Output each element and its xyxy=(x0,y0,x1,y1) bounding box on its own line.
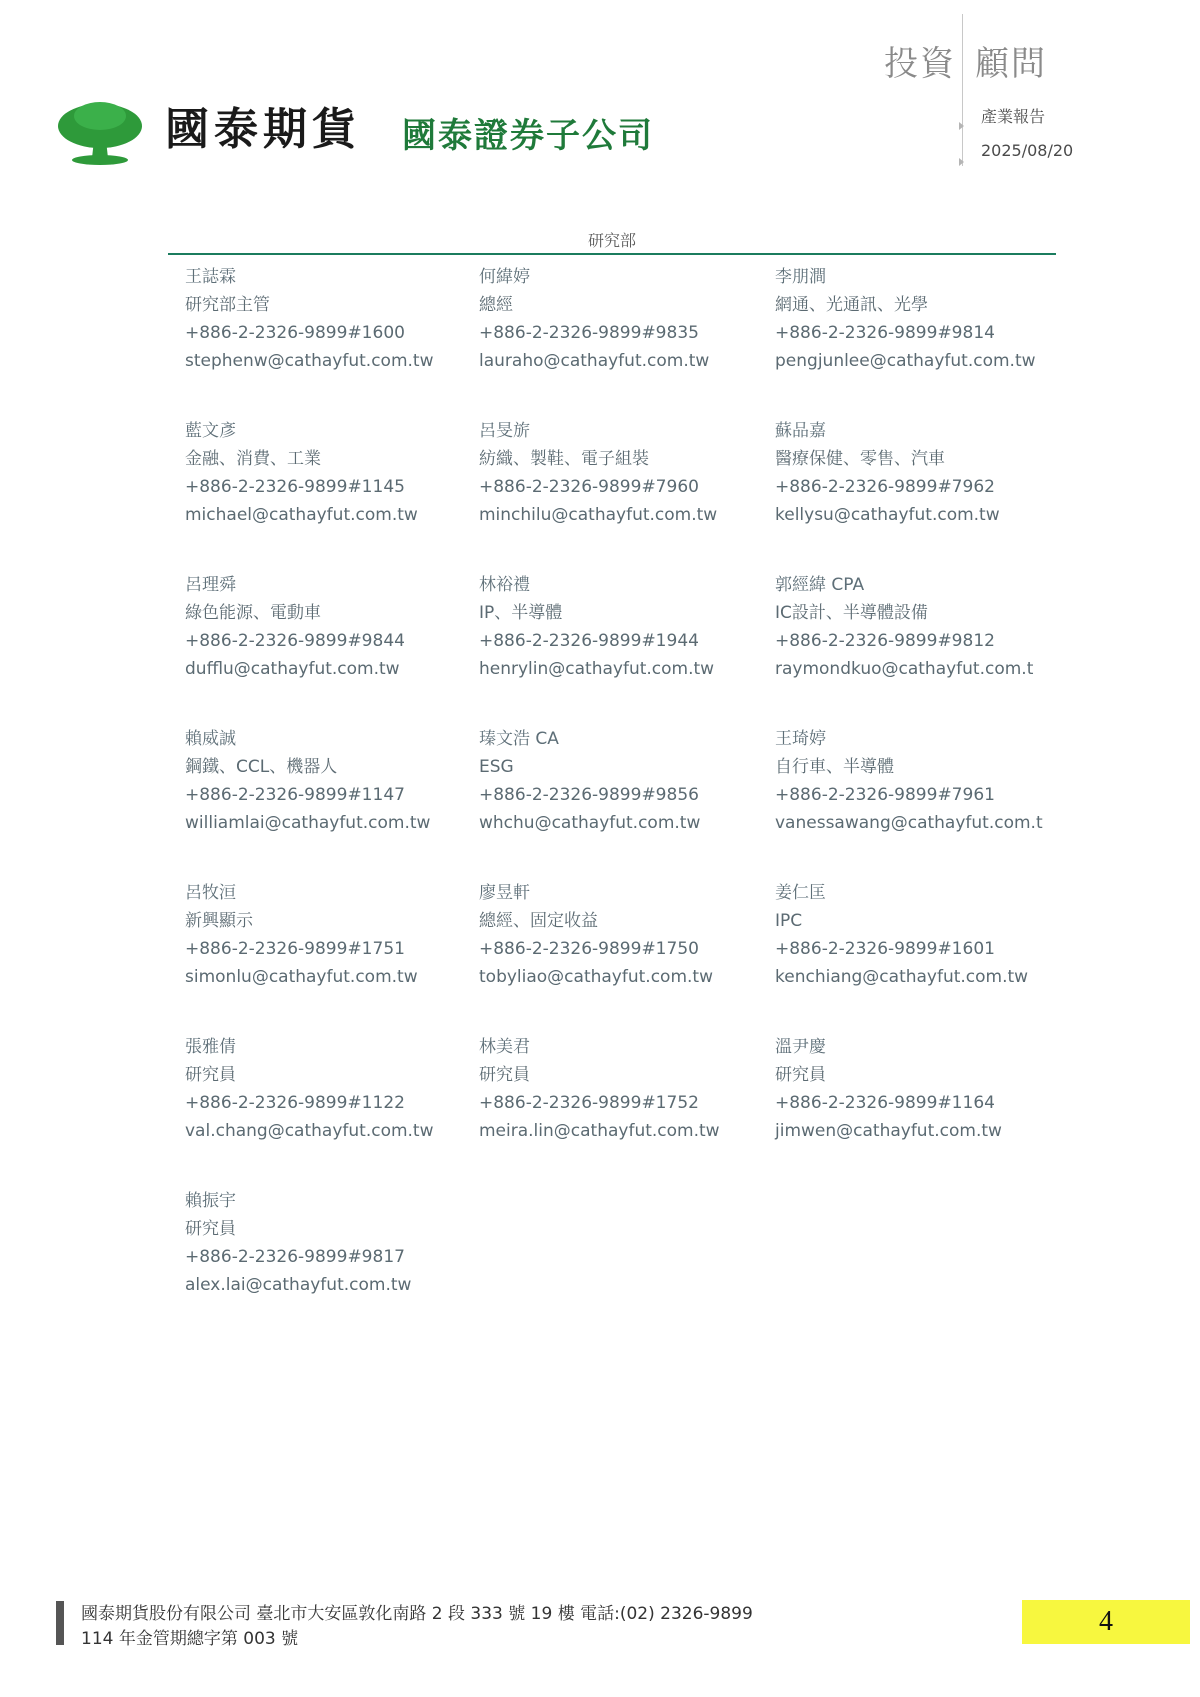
contact-phone: +886-2-2326-9899#9835 xyxy=(479,323,699,343)
contact-email[interactable]: dufflu@cathayfut.com.tw xyxy=(185,659,400,679)
category-left: 投資 xyxy=(884,44,956,84)
contact-card xyxy=(775,879,1065,991)
contact-card xyxy=(185,725,475,837)
contact-name: 呂理舜 xyxy=(185,575,236,595)
contact-title: 醫療保健、零售、汽車 xyxy=(775,449,945,469)
contact-card xyxy=(479,263,769,375)
cathay-tree-logo xyxy=(56,96,144,166)
contact-name: 王誌霖 xyxy=(185,267,236,287)
contact-name: 何緯婷 xyxy=(479,267,530,287)
contact-email[interactable]: simonlu@cathayfut.com.tw xyxy=(185,967,418,987)
contact-title: 總經、固定收益 xyxy=(479,911,598,931)
contact-phone: +886-2-2326-9899#9814 xyxy=(775,323,995,343)
contact-email[interactable]: vanessawang@cathayfut.com.t xyxy=(775,813,1043,833)
contact-phone: +886-2-2326-9899#9817 xyxy=(185,1247,405,1267)
contact-name: 王琦婷 xyxy=(775,729,826,749)
contact-phone: +886-2-2326-9899#9856 xyxy=(479,785,699,805)
contact-name: 姜仁匡 xyxy=(775,883,826,903)
contact-email[interactable]: henrylin@cathayfut.com.tw xyxy=(479,659,715,679)
contact-name: 瑧文浩 CA xyxy=(479,729,559,749)
contact-name: 呂旻旂 xyxy=(479,421,530,441)
contact-name: 廖昱軒 xyxy=(479,883,530,903)
contact-email[interactable]: pengjunlee@cathayfut.com.tw xyxy=(775,351,1036,371)
contact-title: 金融、消費、工業 xyxy=(185,449,321,469)
contact-phone: +886-2-2326-9899#7960 xyxy=(479,477,699,497)
contact-card xyxy=(185,263,475,375)
footer-accent-bar xyxy=(56,1601,64,1645)
contact-name: 呂牧洹 xyxy=(185,883,236,903)
contact-name: 賴振宇 xyxy=(185,1191,236,1211)
contact-name: 林裕禮 xyxy=(479,575,530,595)
contact-title: 新興顯示 xyxy=(185,911,253,931)
contact-email[interactable]: kellysu@cathayfut.com.tw xyxy=(775,505,1000,525)
contact-card xyxy=(479,571,769,683)
contact-card xyxy=(775,571,1065,683)
contact-email[interactable]: jimwen@cathayfut.com.tw xyxy=(775,1121,1002,1141)
contact-email[interactable]: alex.lai@cathayfut.com.tw xyxy=(185,1275,412,1295)
report-date: 2025/08/20 xyxy=(981,141,1074,160)
contact-card xyxy=(479,879,769,991)
contact-phone: +886-2-2326-9899#1752 xyxy=(479,1093,699,1113)
contact-card xyxy=(775,1033,1065,1145)
contact-name: 賴威誠 xyxy=(185,729,236,749)
contact-name: 李朋澗 xyxy=(775,267,826,287)
contact-card xyxy=(185,879,475,991)
contact-card xyxy=(775,417,1065,529)
contact-email[interactable]: meira.lin@cathayfut.com.tw xyxy=(479,1121,720,1141)
contact-card xyxy=(479,417,769,529)
contact-card xyxy=(479,1033,769,1145)
contact-email[interactable]: kenchiang@cathayfut.com.tw xyxy=(775,967,1029,987)
contact-title: 總經 xyxy=(479,295,513,315)
contact-title: 研究部主管 xyxy=(185,295,270,315)
category-right: 顧問 xyxy=(975,44,1047,84)
contact-phone: +886-2-2326-9899#1944 xyxy=(479,631,699,651)
contact-title: 研究員 xyxy=(775,1065,826,1085)
footer-address: 國泰期貨股份有限公司 臺北市大安區敦化南路 2 段 333 號 19 樓 電話:(02) 2326-9899 xyxy=(81,1604,753,1624)
contact-phone: +886-2-2326-9899#1145 xyxy=(185,477,405,497)
section-title: 研究部 xyxy=(587,231,636,250)
contact-title: 鋼鐵、CCL、機器人 xyxy=(185,757,338,777)
page-number: 4 xyxy=(1022,1600,1190,1644)
contact-title: 網通、光通訊、光學 xyxy=(775,295,928,315)
contact-phone: +886-2-2326-9899#7961 xyxy=(775,785,995,805)
contact-title: 研究員 xyxy=(185,1065,236,1085)
contact-phone: +886-2-2326-9899#9812 xyxy=(775,631,995,651)
contact-title: IP、半導體 xyxy=(479,603,563,623)
contact-card xyxy=(185,1187,475,1299)
contact-name: 溫尹慶 xyxy=(775,1037,826,1057)
contact-email[interactable]: williamlai@cathayfut.com.tw xyxy=(185,813,431,833)
contact-phone: +886-2-2326-9899#1751 xyxy=(185,939,405,959)
contact-title: 綠色能源、電動車 xyxy=(185,603,321,623)
contact-name: 張雅倩 xyxy=(185,1037,236,1057)
contact-title: 自行車、半導體 xyxy=(775,757,894,777)
contact-title: ESG xyxy=(479,757,514,777)
contact-phone: +886-2-2326-9899#1601 xyxy=(775,939,995,959)
contact-title: IPC xyxy=(775,911,803,931)
divider-tick-icon xyxy=(959,158,964,166)
contact-phone: +886-2-2326-9899#1750 xyxy=(479,939,699,959)
contact-card xyxy=(479,725,769,837)
contact-name: 蘇品嘉 xyxy=(775,421,826,441)
contact-card xyxy=(775,263,1065,375)
section-rule xyxy=(168,253,1056,255)
report-type: 產業報告 xyxy=(981,107,1046,126)
contact-title: 紡織、製鞋、電子組裝 xyxy=(479,449,649,469)
contact-phone: +886-2-2326-9899#7962 xyxy=(775,477,995,497)
contact-email[interactable]: minchilu@cathayfut.com.tw xyxy=(479,505,718,525)
brand-name: 國泰期貨 xyxy=(165,104,361,155)
contact-email[interactable]: tobyliao@cathayfut.com.tw xyxy=(479,967,713,987)
brand-subsidiary: 國泰證券子公司 xyxy=(402,116,654,156)
contact-name: 郭經緯 CPA xyxy=(775,575,865,595)
contact-email[interactable]: raymondkuo@cathayfut.com.t xyxy=(775,659,1034,679)
contact-phone: +886-2-2326-9899#1600 xyxy=(185,323,405,343)
contact-phone: +886-2-2326-9899#1147 xyxy=(185,785,405,805)
contact-title: IC設計、半導體設備 xyxy=(775,603,928,623)
contact-email[interactable]: whchu@cathayfut.com.tw xyxy=(479,813,701,833)
contact-card xyxy=(185,571,475,683)
contact-card xyxy=(185,417,475,529)
contact-card xyxy=(185,1033,475,1145)
contact-email[interactable]: stephenw@cathayfut.com.tw xyxy=(185,351,434,371)
contact-email[interactable]: lauraho@cathayfut.com.tw xyxy=(479,351,710,371)
contact-title: 研究員 xyxy=(185,1219,236,1239)
header-divider xyxy=(962,14,963,166)
contact-card xyxy=(775,725,1065,837)
contact-title: 研究員 xyxy=(479,1065,530,1085)
contact-name: 林美君 xyxy=(479,1037,530,1057)
contact-phone: +886-2-2326-9899#9844 xyxy=(185,631,405,651)
contact-email[interactable]: michael@cathayfut.com.tw xyxy=(185,505,418,525)
contact-phone: +886-2-2326-9899#1164 xyxy=(775,1093,995,1113)
contact-name: 藍文彥 xyxy=(185,421,236,441)
divider-tick-icon xyxy=(959,122,964,130)
footer-license: 114 年金管期總字第 003 號 xyxy=(81,1629,299,1649)
contact-email[interactable]: val.chang@cathayfut.com.tw xyxy=(185,1121,434,1141)
contact-phone: +886-2-2326-9899#1122 xyxy=(185,1093,405,1113)
